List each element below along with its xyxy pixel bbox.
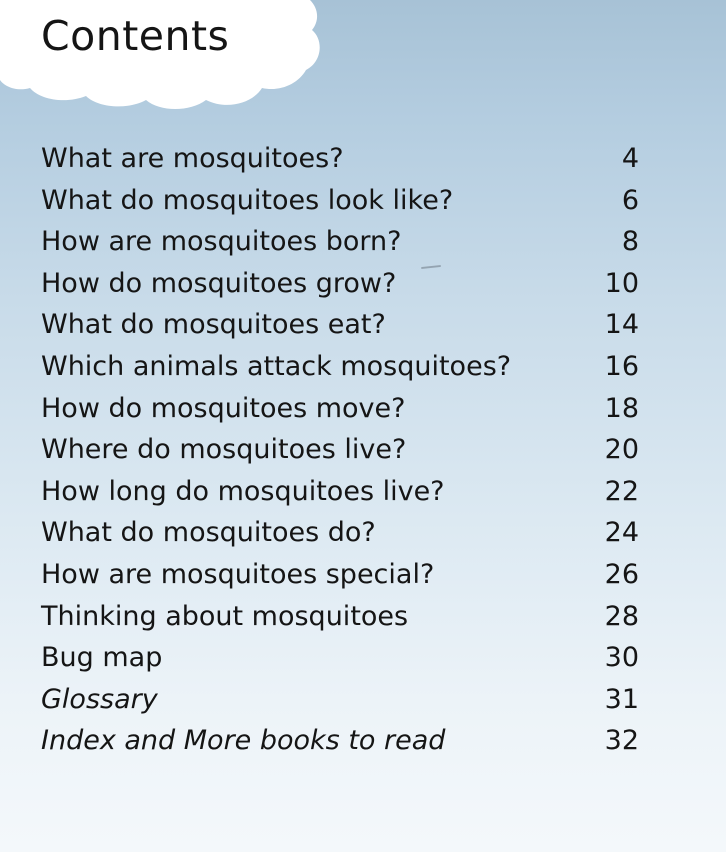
toc-entry xyxy=(41,388,641,430)
toc-entry xyxy=(41,512,641,554)
toc-entry-page-number: 24 xyxy=(604,517,639,549)
toc-entry xyxy=(41,304,641,346)
toc-entry-label: What do mosquitoes do? xyxy=(41,517,376,549)
toc-entry-page-number: 10 xyxy=(604,267,639,299)
toc-entry xyxy=(41,720,641,762)
toc-entry xyxy=(41,346,641,388)
toc-entry-page-number: 6 xyxy=(621,184,639,216)
toc-entry-label: Glossary xyxy=(41,683,158,715)
toc-entry xyxy=(41,554,641,596)
toc-entry-label: How are mosquitoes special? xyxy=(41,558,435,590)
toc-entry-label: Where do mosquitoes live? xyxy=(41,434,407,466)
toc-entry-page-number: 14 xyxy=(604,309,639,341)
toc-entry-label: How do mosquitoes grow? xyxy=(41,267,397,299)
toc-entry-page-number: 16 xyxy=(604,350,639,382)
toc-entry-page-number: 18 xyxy=(604,392,639,424)
toc-entry xyxy=(41,429,641,471)
page-title: Contents xyxy=(41,12,230,60)
toc-entry-label: Bug map xyxy=(41,642,163,674)
toc-entry xyxy=(41,679,641,721)
toc-entry-label: What do mosquitoes look like? xyxy=(41,184,454,216)
toc-entry-page-number: 30 xyxy=(604,642,639,674)
toc-entry-page-number: 20 xyxy=(604,434,639,466)
toc-entry-label: Which animals attack mosquitoes? xyxy=(41,350,512,382)
toc-entry-label: How are mosquitoes born? xyxy=(41,226,402,258)
toc-entry-page-number: 26 xyxy=(604,558,639,590)
toc-entry-page-number: 8 xyxy=(621,226,639,258)
toc-entry xyxy=(41,596,641,638)
toc-entry xyxy=(41,221,641,263)
toc-entry-label: What are mosquitoes? xyxy=(41,143,344,174)
toc-entry-label: What do mosquitoes eat? xyxy=(41,309,386,341)
toc-entry-page-number: 28 xyxy=(604,600,639,632)
toc-entry xyxy=(41,471,641,513)
toc-entry-page-number: 31 xyxy=(604,683,639,715)
toc-entry-page-number: 32 xyxy=(604,725,639,757)
toc-entry xyxy=(41,637,641,679)
table-of-contents xyxy=(41,138,641,762)
toc-entry-label: Index and More books to read xyxy=(41,725,446,757)
toc-entry xyxy=(41,138,641,180)
toc-entry-page-number: 4 xyxy=(621,143,639,174)
toc-entry-label: How long do mosquitoes live? xyxy=(41,475,445,507)
toc-entry xyxy=(41,263,641,305)
toc-entry-label: How do mosquitoes move? xyxy=(41,392,406,424)
toc-entry xyxy=(41,180,641,222)
toc-entry-page-number: 22 xyxy=(604,475,639,507)
toc-entry-label: Thinking about mosquitoes xyxy=(41,600,409,632)
